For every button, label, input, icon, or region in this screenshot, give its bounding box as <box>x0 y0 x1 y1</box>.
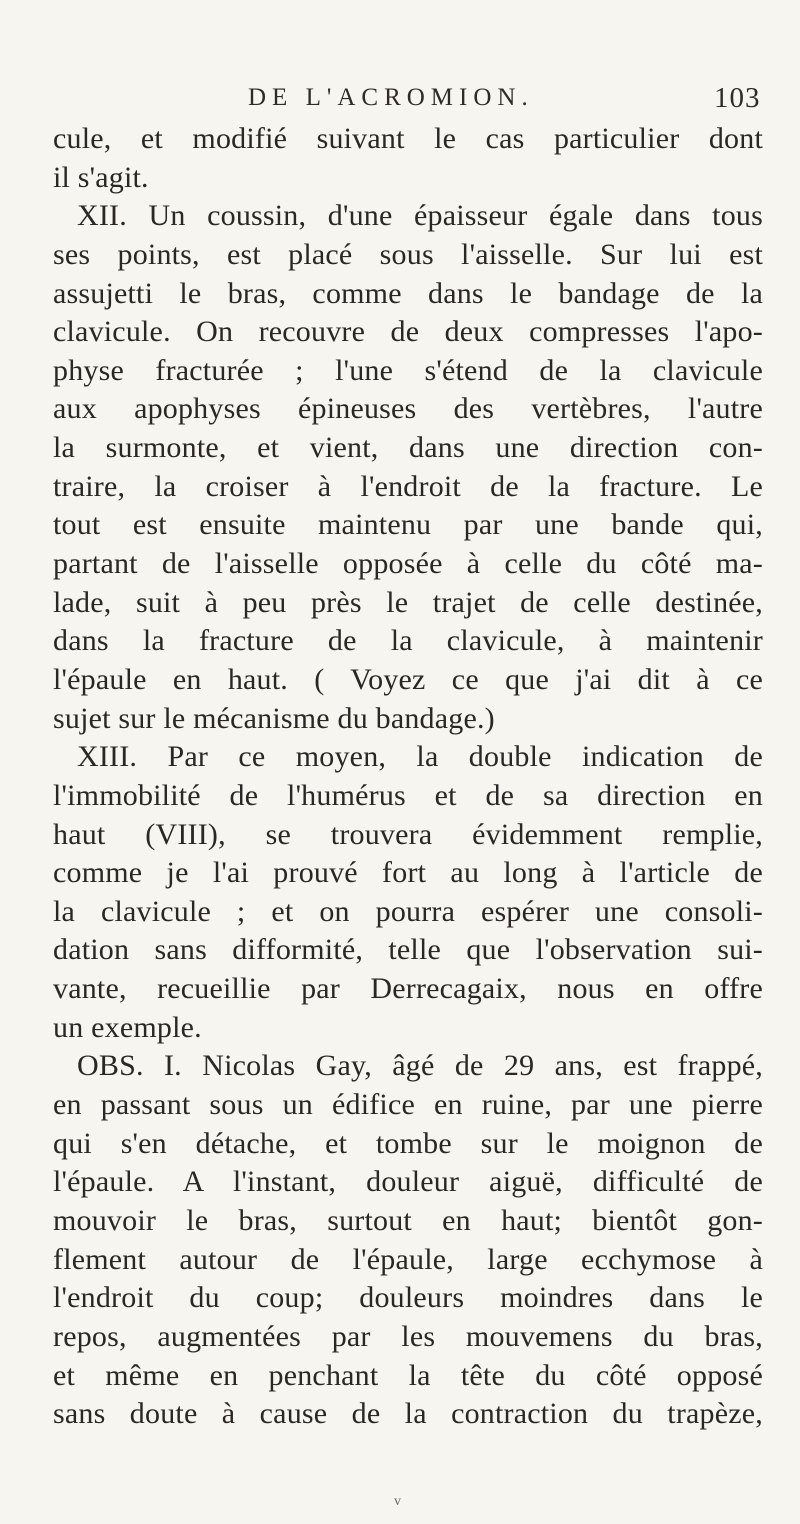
text-line: qui s'en détache, et tombe sur le moignon de <box>53 1126 763 1160</box>
page-number: 103 <box>714 82 761 114</box>
text-line: XIII. Par ce moyen, la double indication de <box>77 740 763 774</box>
text-line: l'endroit du coup; douleurs moindres dans le <box>53 1281 763 1315</box>
text-line: mouvoir le bras, surtout en haut; bientôt gon- <box>53 1203 763 1237</box>
text-line: sans doute à cause de la contraction du trapèze, <box>53 1397 763 1431</box>
text-line: physe fracturée ; l'une s'étend de la clavicule <box>53 353 763 387</box>
signature-mark: v <box>394 1494 401 1509</box>
text-line: XII. Un coussin, d'une épaisseur égale dans tous <box>77 199 763 233</box>
text-line: cule, et modifié suivant le cas particulier dont <box>53 122 763 155</box>
text-line: repos, augmentées par les mouvemens du bras, <box>53 1319 763 1353</box>
text-line: dans la fracture de la clavicule, à maintenir <box>53 624 763 658</box>
text-line: dation sans difformité, telle que l'observation sui- <box>53 933 763 967</box>
text-line: lade, suit à peu près le trajet de celle destinée, <box>53 585 763 619</box>
text-line: l'épaule en haut. ( Voyez ce que j'ai dit à ce <box>53 662 763 696</box>
body-text <box>53 120 763 1434</box>
text-line: l'immobilité de l'humérus et de sa direction en <box>53 778 763 812</box>
text-line: la clavicule ; et on pourra espérer une consoli- <box>53 894 763 928</box>
text-line: ses points, est placé sous l'aisselle. Sur lui est <box>53 237 763 271</box>
text-line: traire, la croiser à l'endroit de la fracture. Le <box>53 469 763 503</box>
text-line: et même en penchant la tête du côté opposé <box>53 1358 763 1392</box>
text-line: flement autour de l'épaule, large ecchymose à <box>53 1242 763 1276</box>
text-line: assujetti le bras, comme dans le bandage de la <box>53 276 763 310</box>
text-line: vante, recueillie par Derrecagaix, nous en offre <box>53 972 763 1006</box>
text-line: il s'agit. <box>53 160 149 194</box>
text-line: partant de l'aisselle opposée à celle du côté ma- <box>53 547 763 581</box>
text-line: clavicule. On recouvre de deux compresses l'apo- <box>53 315 763 349</box>
text-line: OBS. I. Nicolas Gay, âgé de 29 ans, est frappé, <box>77 1049 763 1083</box>
text-line: haut (VIII), se trouvera évidemment remplie, <box>53 817 763 851</box>
text-line: l'épaule. A l'instant, douleur aiguë, difficulté de <box>53 1165 763 1199</box>
text-line: un exemple. <box>53 1010 202 1044</box>
text-line: en passant sous un édifice en ruine, par une pierre <box>53 1088 763 1122</box>
text-line: sujet sur le mécanisme du bandage.) <box>53 701 495 735</box>
text-line: aux apophyses épineuses des vertèbres, l'autre <box>53 392 763 426</box>
text-line: la surmonte, et vient, dans une direction con- <box>53 431 763 465</box>
text-line: tout est ensuite maintenu par une bande qui, <box>53 508 763 542</box>
text-line: comme je l'ai prouvé fort au long à l'article de <box>53 856 763 890</box>
running-title: DE L'ACROMION. <box>248 84 534 111</box>
